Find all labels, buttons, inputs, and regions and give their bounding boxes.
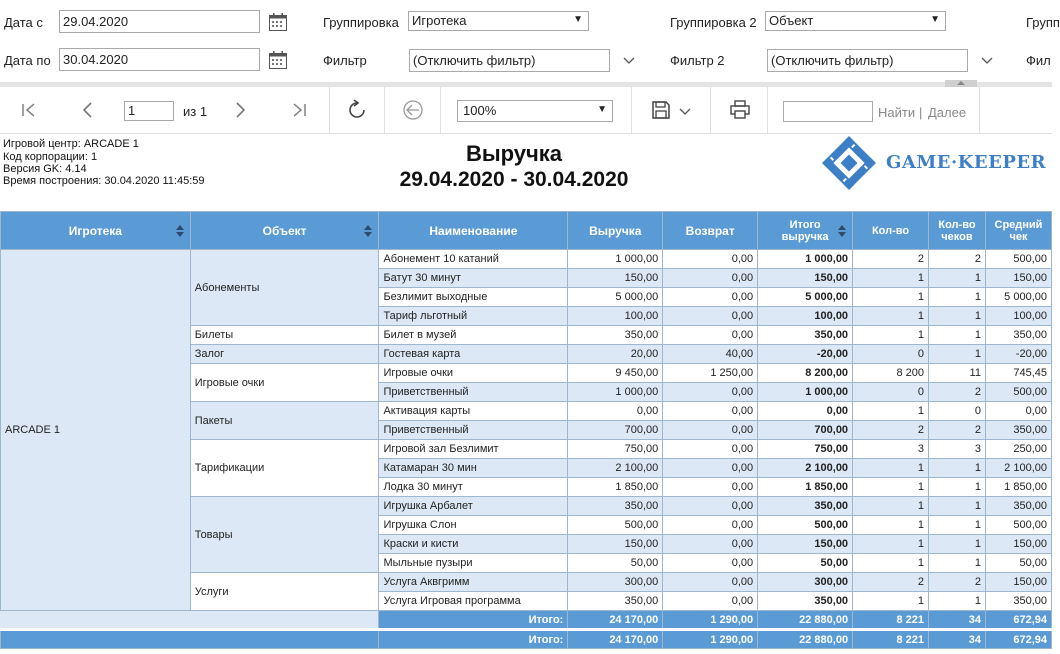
total-revenue-cell: 1 000,00: [758, 383, 853, 402]
filter-2-input[interactable]: (Отключить фильтр): [767, 49, 968, 72]
filter-2-label: Фильтр 2: [670, 53, 725, 68]
meta-build-time: Время построения: 30.04.2020 11:45:59: [3, 175, 205, 187]
item-name-cell: Абонемент 10 катаний: [379, 250, 568, 269]
filter-input[interactable]: (Отключить фильтр): [409, 49, 610, 72]
subtotal-spacer: [1, 611, 379, 630]
playground-cell: ARCADE 1: [1, 250, 191, 611]
checks-cell: 1: [928, 288, 985, 307]
checks-cell: 2: [928, 573, 985, 592]
dropdown-arrow-icon: ▼: [597, 104, 607, 115]
total-revenue-cell: 350,00: [758, 497, 853, 516]
filter-3-label: Фил: [1026, 53, 1051, 68]
refund-cell: 0,00: [663, 535, 758, 554]
column-header-checks: Кол-во чеков: [928, 212, 985, 250]
item-name-cell: Приветственный: [379, 421, 568, 440]
zoom-value: 100%: [463, 103, 497, 118]
checks-cell: 1: [928, 592, 985, 611]
last-page-icon[interactable]: [290, 102, 308, 118]
quantity-cell: 1: [853, 307, 929, 326]
refund-cell: 0,00: [663, 326, 758, 345]
item-name-cell: Билет в музей: [379, 326, 568, 345]
item-name-cell: Приветственный: [379, 383, 568, 402]
average-check-cell: 2 100,00: [985, 459, 1051, 478]
subtotal-revenue: 24 170,00: [568, 611, 663, 630]
column-header-refund: Возврат: [663, 212, 758, 250]
find-separator: |: [919, 105, 923, 120]
item-name-cell: Гостевая карта: [379, 345, 568, 364]
total-revenue-cell: 5 000,00: [758, 288, 853, 307]
column-header-average-check: Средний чек: [985, 212, 1051, 250]
revenue-cell: 100,00: [568, 307, 663, 326]
object-cell: Товары: [190, 497, 379, 573]
subtotal-checks: 34: [928, 611, 985, 630]
collapse-panel-button[interactable]: [945, 80, 977, 87]
average-check-cell: 350,00: [985, 326, 1051, 345]
item-name-cell: Услуга Аквгримм: [379, 573, 568, 592]
toolbar-separator: [767, 87, 768, 133]
revenue-cell: 150,00: [568, 535, 663, 554]
checks-cell: 3: [928, 440, 985, 459]
chevron-down-icon[interactable]: [980, 56, 994, 66]
quantity-cell: 2: [853, 250, 929, 269]
column-header-object[interactable]: Объект: [190, 212, 379, 250]
date-to-input[interactable]: 30.04.2020: [59, 48, 260, 71]
parameters-panel: [0, 0, 1060, 82]
column-header-total-revenue[interactable]: Итого выручка: [758, 212, 853, 250]
refund-cell: 0,00: [663, 440, 758, 459]
average-check-cell: 250,00: [985, 440, 1051, 459]
toolbar-separator: [384, 87, 385, 133]
checks-cell: 1: [928, 516, 985, 535]
zoom-select[interactable]: [457, 100, 613, 122]
total-revenue-cell: 500,00: [758, 516, 853, 535]
grand-total-checks: 34: [928, 630, 985, 649]
average-check-cell: 500,00: [985, 250, 1051, 269]
checks-cell: 2: [928, 383, 985, 402]
item-name-cell: Игровой зал Безлимит: [379, 440, 568, 459]
refund-cell: 0,00: [663, 307, 758, 326]
refund-cell: 0,00: [663, 250, 758, 269]
object-cell: Абонементы: [190, 250, 379, 326]
toolbar-separator: [329, 87, 330, 133]
find-link[interactable]: Найти: [878, 105, 916, 120]
object-cell: Услуги: [190, 573, 379, 611]
save-export-icon[interactable]: [651, 100, 671, 120]
average-check-cell: 150,00: [985, 573, 1051, 592]
object-cell: Залог: [190, 345, 379, 364]
chevron-down-icon[interactable]: [622, 56, 636, 66]
refresh-icon[interactable]: [345, 98, 369, 122]
meta-version: Версия GK: 4.14: [3, 163, 87, 175]
total-revenue-cell: 1 850,00: [758, 478, 853, 497]
grand-total-label: Итого:: [379, 630, 568, 649]
item-name-cell: Батут 30 минут: [379, 269, 568, 288]
subtotal-row: [1, 611, 1052, 630]
total-revenue-cell: 1 000,00: [758, 250, 853, 269]
column-header-name: Наименование: [379, 212, 568, 250]
revenue-table: [0, 211, 1052, 649]
item-name-cell: Лодка 30 минут: [379, 478, 568, 497]
revenue-cell: 1 850,00: [568, 478, 663, 497]
checks-cell: 2: [928, 250, 985, 269]
total-revenue-cell: 150,00: [758, 535, 853, 554]
average-check-cell: 350,00: [985, 592, 1051, 611]
grouping-value: Игротека: [412, 13, 467, 28]
find-input[interactable]: [783, 101, 873, 122]
grouping-3-label: Групп: [1026, 15, 1060, 30]
revenue-cell: 20,00: [568, 345, 663, 364]
checks-cell: 1: [928, 554, 985, 573]
column-header-revenue: Выручка: [568, 212, 663, 250]
checks-cell: 1: [928, 269, 985, 288]
object-cell: Тарификации: [190, 440, 379, 497]
calendar-icon[interactable]: [268, 12, 288, 32]
item-name-cell: Игрушка Слон: [379, 516, 568, 535]
average-check-cell: 350,00: [985, 421, 1051, 440]
sort-icon[interactable]: [364, 225, 372, 237]
quantity-cell: 1: [853, 554, 929, 573]
dropdown-arrow-icon: ▼: [930, 14, 940, 25]
item-name-cell: Игрушка Арбалет: [379, 497, 568, 516]
checks-cell: 1: [928, 478, 985, 497]
total-revenue-cell: 350,00: [758, 592, 853, 611]
average-check-cell: 500,00: [985, 516, 1051, 535]
quantity-cell: 3: [853, 440, 929, 459]
total-revenue-cell: 150,00: [758, 269, 853, 288]
total-revenue-cell: 300,00: [758, 573, 853, 592]
toolbar-separator: [440, 87, 441, 133]
quantity-cell: 1: [853, 516, 929, 535]
subtotal-label: Итого:: [379, 611, 568, 630]
table-header-row: [1, 212, 1052, 250]
revenue-cell: 500,00: [568, 516, 663, 535]
refund-cell: 0,00: [663, 402, 758, 421]
object-cell: Пакеты: [190, 402, 379, 440]
game-keeper-logo: [820, 134, 878, 192]
subtotal-refund: 1 290,00: [663, 611, 758, 630]
refund-cell: 0,00: [663, 573, 758, 592]
total-revenue-cell: 0,00: [758, 402, 853, 421]
checks-cell: 1: [928, 345, 985, 364]
quantity-cell: 1: [853, 459, 929, 478]
meta-game-center: Игровой центр: ARCADE 1: [3, 138, 139, 150]
average-check-cell: 150,00: [985, 535, 1051, 554]
average-check-cell: -20,00: [985, 345, 1051, 364]
revenue-cell: 750,00: [568, 440, 663, 459]
total-revenue-cell: 8 200,00: [758, 364, 853, 383]
first-page-icon[interactable]: [20, 102, 38, 118]
average-check-cell: 5 000,00: [985, 288, 1051, 307]
date-from-label: Дата с: [4, 15, 43, 30]
refund-cell: 0,00: [663, 288, 758, 307]
refund-cell: 0,00: [663, 592, 758, 611]
grouping-2-select[interactable]: [765, 11, 946, 31]
checks-cell: 1: [928, 535, 985, 554]
grand-total-row: [1, 630, 1052, 649]
column-header-quantity: Кол-во: [853, 212, 929, 250]
grouping-2-value: Объект: [769, 13, 814, 28]
grand-total-average-check: 672,94: [985, 630, 1051, 649]
subtotal-total-revenue: 22 880,00: [758, 611, 853, 630]
page-number-input[interactable]: 1: [124, 101, 174, 121]
revenue-cell: 1 000,00: [568, 383, 663, 402]
revenue-cell: 1 000,00: [568, 250, 663, 269]
average-check-cell: 745,45: [985, 364, 1051, 383]
refund-cell: 0,00: [663, 516, 758, 535]
page-count-label: из 1: [183, 104, 208, 119]
table-row: [1, 250, 1052, 269]
item-name-cell: Активация карты: [379, 402, 568, 421]
revenue-cell: 700,00: [568, 421, 663, 440]
total-revenue-cell: 350,00: [758, 326, 853, 345]
previous-page-icon[interactable]: [80, 101, 96, 119]
item-name-cell: Игровые очки: [379, 364, 568, 383]
revenue-cell: 5 000,00: [568, 288, 663, 307]
revenue-cell: 150,00: [568, 269, 663, 288]
revenue-cell: 350,00: [568, 326, 663, 345]
toolbar-separator: [979, 87, 980, 133]
refund-cell: 0,00: [663, 554, 758, 573]
revenue-cell: 2 100,00: [568, 459, 663, 478]
chevron-down-icon[interactable]: [678, 107, 692, 117]
report-toolbar: [0, 87, 1052, 134]
refund-cell: 1 250,00: [663, 364, 758, 383]
average-check-cell: 500,00: [985, 383, 1051, 402]
item-name-cell: Мыльные пузыри: [379, 554, 568, 573]
quantity-cell: 1: [853, 478, 929, 497]
quantity-cell: 1: [853, 269, 929, 288]
print-icon[interactable]: [729, 100, 751, 120]
average-check-cell: 1 850,00: [985, 478, 1051, 497]
average-check-cell: 150,00: [985, 269, 1051, 288]
total-revenue-cell: -20,00: [758, 345, 853, 364]
dropdown-arrow-icon: ▼: [573, 14, 583, 25]
next-page-icon[interactable]: [232, 101, 248, 119]
quantity-cell: 2: [853, 421, 929, 440]
toolbar-separator: [631, 87, 632, 133]
subtotal-average-check: 672,94: [985, 611, 1051, 630]
logo-wordmark: GAME·KEEPER: [886, 152, 1047, 173]
average-check-cell: 0,00: [985, 402, 1051, 421]
date-from-input[interactable]: 29.04.2020: [59, 10, 260, 33]
subtotal-quantity: 8 221: [853, 611, 929, 630]
refund-cell: 0,00: [663, 421, 758, 440]
item-name-cell: Услуга Игровая программа: [379, 592, 568, 611]
quantity-cell: 2: [853, 573, 929, 592]
revenue-cell: 350,00: [568, 497, 663, 516]
refund-cell: 0,00: [663, 383, 758, 402]
average-check-cell: 50,00: [985, 554, 1051, 573]
revenue-cell: 300,00: [568, 573, 663, 592]
report-title: Выручка: [465, 141, 563, 166]
average-check-cell: 100,00: [985, 307, 1051, 326]
quantity-cell: 1: [853, 288, 929, 307]
total-revenue-cell: 2 100,00: [758, 459, 853, 478]
refund-cell: 0,00: [663, 478, 758, 497]
quantity-cell: 1: [853, 592, 929, 611]
column-header-playground[interactable]: Игротека: [1, 212, 191, 250]
refund-cell: 0,00: [663, 269, 758, 288]
item-name-cell: Тариф льготный: [379, 307, 568, 326]
revenue-cell: 350,00: [568, 592, 663, 611]
revenue-cell: 9 450,00: [568, 364, 663, 383]
total-revenue-cell: 750,00: [758, 440, 853, 459]
filter-label: Фильтр: [323, 53, 367, 68]
grouping-select[interactable]: [408, 11, 589, 31]
object-cell: Игровые очки: [190, 364, 379, 402]
report-period: 29.04.2020 - 30.04.2020: [399, 168, 629, 191]
sort-icon[interactable]: [838, 225, 846, 237]
quantity-cell: 8 200: [853, 364, 929, 383]
find-next-link[interactable]: Далее: [928, 105, 967, 120]
total-revenue-cell: 50,00: [758, 554, 853, 573]
refund-cell: 40,00: [663, 345, 758, 364]
revenue-cell: 0,00: [568, 402, 663, 421]
quantity-cell: 0: [853, 345, 929, 364]
checks-cell: 11: [928, 364, 985, 383]
grand-total-spacer: [1, 630, 379, 649]
toolbar-separator: [710, 87, 711, 133]
checks-cell: 1: [928, 307, 985, 326]
checks-cell: 1: [928, 497, 985, 516]
total-revenue-cell: 100,00: [758, 307, 853, 326]
grand-total-refund: 1 290,00: [663, 630, 758, 649]
grouping-label: Группировка: [323, 15, 399, 30]
checks-cell: 2: [928, 421, 985, 440]
quantity-cell: 1: [853, 497, 929, 516]
average-check-cell: 350,00: [985, 497, 1051, 516]
item-name-cell: Краски и кисти: [379, 535, 568, 554]
grand-total-revenue: 24 170,00: [568, 630, 663, 649]
grouping-2-label: Группировка 2: [670, 15, 757, 30]
meta-corp-code: Код корпорации: 1: [3, 151, 98, 163]
object-cell: Билеты: [190, 326, 379, 345]
quantity-cell: 1: [853, 326, 929, 345]
refund-cell: 0,00: [663, 497, 758, 516]
grand-total-total-revenue: 22 880,00: [758, 630, 853, 649]
item-name-cell: Катамаран 30 мин: [379, 459, 568, 478]
back-to-parent-icon[interactable]: [402, 99, 424, 121]
grand-total-quantity: 8 221: [853, 630, 929, 649]
checks-cell: 0: [928, 402, 985, 421]
quantity-cell: 1: [853, 402, 929, 421]
checks-cell: 1: [928, 459, 985, 478]
calendar-icon[interactable]: [268, 50, 288, 70]
date-to-label: Дата по: [4, 53, 51, 68]
total-revenue-cell: 700,00: [758, 421, 853, 440]
quantity-cell: 1: [853, 535, 929, 554]
sort-icon[interactable]: [176, 225, 184, 237]
refund-cell: 0,00: [663, 459, 758, 478]
checks-cell: 1: [928, 326, 985, 345]
item-name-cell: Безлимит выходные: [379, 288, 568, 307]
quantity-cell: 0: [853, 383, 929, 402]
revenue-cell: 50,00: [568, 554, 663, 573]
